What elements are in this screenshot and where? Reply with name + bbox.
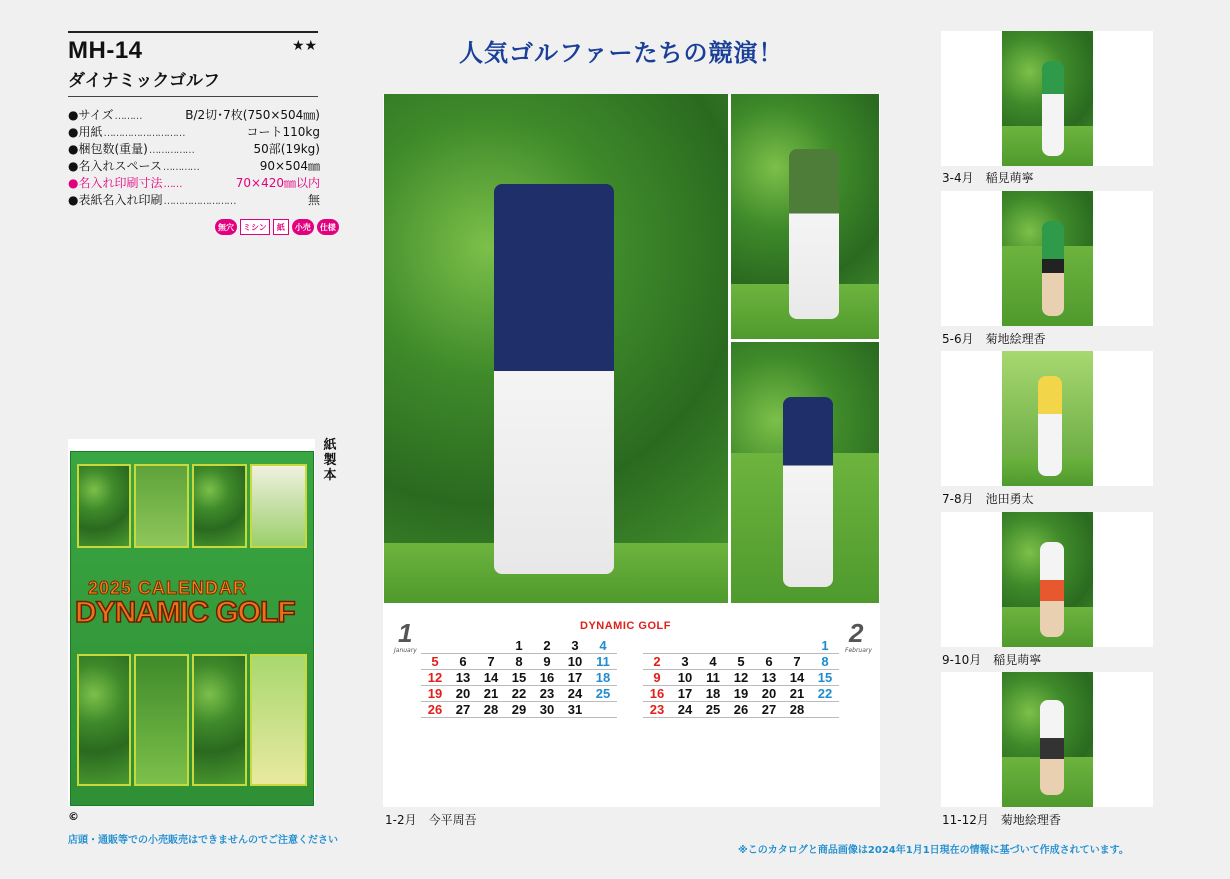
binding-label: 紙製本 (323, 438, 337, 483)
calendar-day (755, 638, 783, 654)
calendar-day (811, 702, 839, 718)
thumbnail-nov-dec (941, 672, 1153, 807)
calendar-day: 24 (561, 686, 589, 702)
calendar-day: 8 (811, 654, 839, 670)
calendar-day: 20 (755, 686, 783, 702)
calendar-day: 25 (589, 686, 617, 702)
calendar-day (727, 638, 755, 654)
thumbnail-sep-oct (941, 512, 1153, 647)
calendar-day: 15 (811, 670, 839, 686)
calendar-day: 17 (561, 670, 589, 686)
thumbnail-photo (1002, 351, 1093, 486)
calendar-day: 24 (671, 702, 699, 718)
spec-icons (215, 219, 339, 235)
calendar-day: 9 (643, 670, 671, 686)
calendar-day: 10 (561, 654, 589, 670)
month-grid-february (643, 638, 839, 718)
calendar-header: DYNAMIC GOLF (580, 620, 671, 632)
calendar-day: 14 (477, 670, 505, 686)
perforation-icon: ミシン (240, 219, 270, 235)
thumbnail-photo (1002, 672, 1093, 807)
calendar-day: 28 (783, 702, 811, 718)
calendar-day: 26 (727, 702, 755, 718)
calendar-day (449, 638, 477, 654)
main-photo-bottom-right (731, 342, 879, 603)
thumbnail-jul-aug (941, 351, 1153, 486)
calendar-day: 5 (727, 654, 755, 670)
calendar-day: 19 (421, 686, 449, 702)
spec-row-paper: ●用紙 ……………………… コート110kg (68, 125, 320, 139)
cover-photo-6 (134, 654, 189, 786)
calendar-day (477, 638, 505, 654)
thumbnail-photo (1002, 31, 1093, 166)
calendar-day: 3 (671, 654, 699, 670)
product-name: ダイナミックゴルフ (68, 71, 220, 91)
calendar-day: 2 (533, 638, 561, 654)
calendar-day: 17 (671, 686, 699, 702)
calendar-day: 18 (699, 686, 727, 702)
calendar-day: 29 (505, 702, 533, 718)
rating-stars: ★★ (292, 38, 318, 54)
month-number-january: 1 (398, 618, 413, 648)
main-photo-top-right (731, 94, 879, 339)
calendar-day (589, 702, 617, 718)
calendar-day: 1 (505, 638, 533, 654)
calendar-day: 22 (505, 686, 533, 702)
calendar-day: 27 (449, 702, 477, 718)
calendar-day: 1 (811, 638, 839, 654)
copyright-mark: © (68, 810, 79, 823)
calendar-day: 12 (727, 670, 755, 686)
calendar-day (421, 638, 449, 654)
divider (68, 96, 318, 97)
spec-row-print-size: ●名入れ印刷寸法 …… 70×420㎜以内 (68, 176, 320, 190)
calendar-day: 16 (643, 686, 671, 702)
calendar-day: 23 (533, 686, 561, 702)
header-rule (68, 31, 318, 33)
cover-photo-2 (134, 464, 189, 548)
cover-photo-1 (77, 464, 131, 548)
cover-title-year: 2025 CALENDAR (88, 578, 248, 598)
calendar-day: 6 (449, 654, 477, 670)
calendar-day: 11 (699, 670, 727, 686)
calendar-day: 16 (533, 670, 561, 686)
retail-warning: 店頭・通販等での小売販売はできませんのでご注意ください (68, 835, 338, 846)
cover-photo-3 (192, 464, 247, 548)
calendar-day: 21 (783, 686, 811, 702)
calendar-day: 10 (671, 670, 699, 686)
no-hole-icon: 無穴 (215, 219, 237, 235)
calendar-day: 11 (589, 654, 617, 670)
calendar-day: 15 (505, 670, 533, 686)
thumbnail-mar-apr (941, 31, 1153, 166)
calendar-day: 21 (477, 686, 505, 702)
calendar-day: 5 (421, 654, 449, 670)
thumbnail-may-jun (941, 191, 1153, 326)
cover-photo-7 (192, 654, 247, 786)
cover-title-main: DYNAMIC GOLF (75, 596, 295, 629)
cover-photo-8 (250, 654, 307, 786)
calendar-day: 7 (783, 654, 811, 670)
paper-icon: 紙 (273, 219, 289, 235)
calendar-day: 3 (561, 638, 589, 654)
spec-row-size: ●サイズ ……… B/2切･7枚(750×504㎜) (68, 108, 320, 122)
spec-row-name-space: ●名入れスペース ………… 90×504㎜ (68, 159, 320, 173)
calendar-day: 7 (477, 654, 505, 670)
calendar-day: 19 (727, 686, 755, 702)
calendar-day (783, 638, 811, 654)
spec-icon: 仕様 (317, 219, 339, 235)
calendar-day: 2 (643, 654, 671, 670)
calendar-day: 6 (755, 654, 783, 670)
calendar-day (643, 638, 671, 654)
calendar-day: 14 (783, 670, 811, 686)
calendar-day: 9 (533, 654, 561, 670)
thumbnail-caption-jul-aug: 7-8月 池田勇太 (942, 492, 1034, 506)
calendar-day (671, 638, 699, 654)
cover-photo-4 (250, 464, 307, 548)
main-photo-large (384, 94, 728, 603)
calendar-day: 13 (755, 670, 783, 686)
month-name-february: February (845, 647, 872, 654)
month-name-january: January (394, 647, 417, 654)
thumbnail-caption-mar-apr: 3-4月 稲見萌寧 (942, 171, 1034, 185)
calendar-day: 20 (449, 686, 477, 702)
calendar-day: 13 (449, 670, 477, 686)
product-code: MH-14 (68, 37, 143, 64)
calendar-day (699, 638, 727, 654)
thumbnail-photo (1002, 512, 1093, 647)
calendar-day: 18 (589, 670, 617, 686)
spec-row-packing: ●梱包数(重量) …………… 50部(19kg) (68, 142, 320, 156)
headline: 人気ゴルファーたちの競演！ (459, 38, 784, 67)
month-number-february: 2 (849, 618, 864, 648)
thumbnail-photo (1002, 191, 1093, 326)
calendar-day: 8 (505, 654, 533, 670)
thumbnail-caption-nov-dec: 11-12月 菊地絵理香 (942, 813, 1061, 827)
month-grid-january (421, 638, 617, 718)
thumbnail-caption-sep-oct: 9-10月 稲見萌寧 (942, 653, 1042, 667)
main-caption: 1-2月 今平周吾 (385, 813, 477, 827)
calendar-day: 26 (421, 702, 449, 718)
calendar-day: 28 (477, 702, 505, 718)
cover-photo-5 (77, 654, 131, 786)
calendar-day: 22 (811, 686, 839, 702)
retail-icon: 小売 (292, 219, 314, 235)
catalog-note: ※このカタログと商品画像は2024年1月1日現在の情報に基づいて作成されています。 (738, 845, 1129, 856)
calendar-day: 23 (643, 702, 671, 718)
thumbnail-caption-may-jun: 5-6月 菊地絵理香 (942, 332, 1046, 346)
calendar-day: 12 (421, 670, 449, 686)
calendar-day: 31 (561, 702, 589, 718)
calendar-day: 4 (589, 638, 617, 654)
spec-row-cover-print: ●表紙名入れ印刷 …………………… 無 (68, 193, 320, 207)
calendar-day: 25 (699, 702, 727, 718)
calendar-day: 27 (755, 702, 783, 718)
calendar-day: 4 (699, 654, 727, 670)
calendar-day: 30 (533, 702, 561, 718)
